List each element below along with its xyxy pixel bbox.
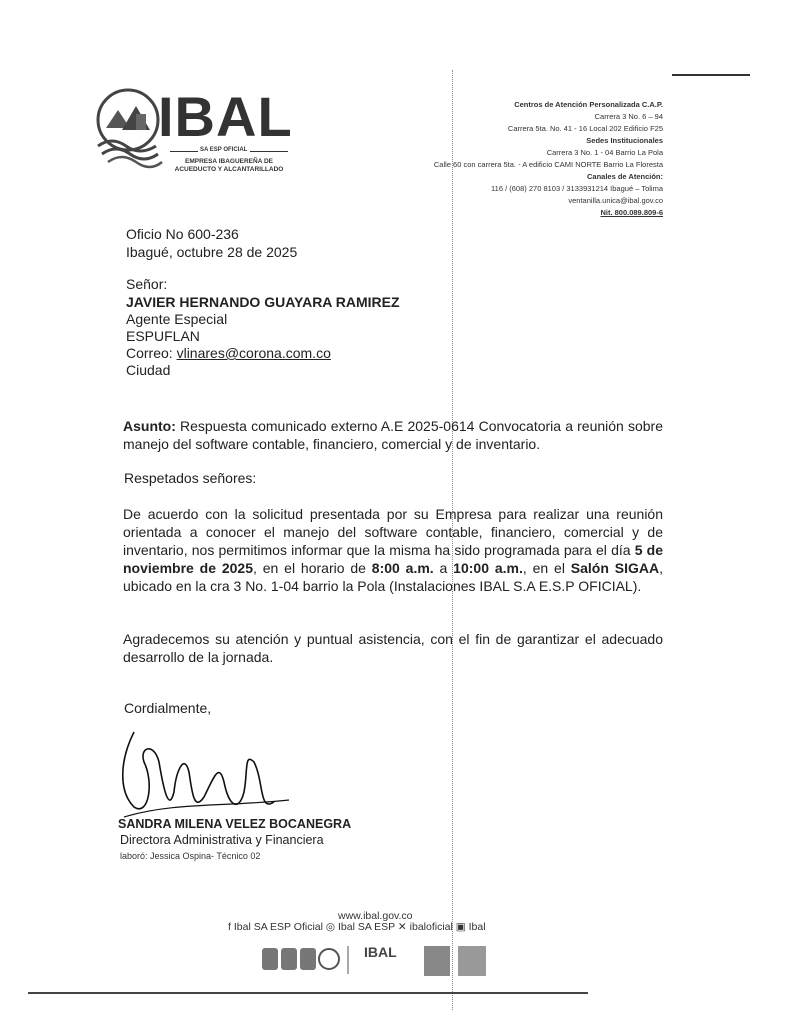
signer-role: Directora Administrativa y Financiera bbox=[120, 833, 324, 847]
youtube-handle[interactable]: Ibal bbox=[468, 921, 486, 933]
letter-date: Ibagué, octubre 28 de 2025 bbox=[126, 244, 298, 260]
canales-email: ventanilla.unica@ibal.gov.co bbox=[568, 196, 663, 205]
closing: Cordialmente, bbox=[124, 700, 212, 716]
p1-text-c: a bbox=[433, 560, 454, 576]
youtube-icon: ▣ bbox=[455, 921, 466, 933]
meeting-place: Salón SIGAA bbox=[570, 560, 660, 576]
logo-tagline: SA ESP OFICIAL bbox=[200, 147, 248, 153]
elaboro-note: laboró: Jessica Ospina- Técnico 02 bbox=[120, 851, 261, 861]
x-handle[interactable]: ibaloficial bbox=[409, 921, 453, 933]
asunto-label: Asunto: bbox=[123, 418, 176, 434]
p1-text-b: , en el horario de bbox=[253, 560, 372, 576]
cap-title: Centros de Atención Personalizada C.A.P. bbox=[514, 100, 663, 109]
recipient-city: Ciudad bbox=[126, 362, 171, 378]
asunto-paragraph bbox=[123, 417, 663, 453]
facebook-icon: f bbox=[228, 921, 231, 933]
cap-line-1: Carrera 3 No. 6 – 94 bbox=[594, 112, 663, 121]
signature-icon bbox=[114, 722, 294, 832]
sedes-line-1: Carrera 3 No. 1 - 04 Barrio La Pola bbox=[546, 148, 663, 157]
company-name bbox=[170, 158, 288, 174]
signer-name: SANDRA MILENA VELEZ BOCANEGRA bbox=[118, 817, 352, 831]
email-link[interactable]: vlinares@corona.com.co bbox=[176, 345, 331, 361]
top-rule bbox=[672, 74, 750, 76]
bottom-rule bbox=[28, 992, 588, 994]
main-paragraph bbox=[123, 505, 663, 595]
closing-paragraph: Agradecemos su atención y puntual asistencia, con el fin de garantizar el adecuado desarrollo de la jornada. bbox=[123, 631, 663, 665]
x-icon: ✕ bbox=[397, 921, 407, 933]
sedes-title: Sedes Institucionales bbox=[586, 136, 663, 145]
recipient-email-line bbox=[126, 345, 331, 361]
logo-wordmark: IBAL bbox=[158, 85, 293, 148]
email-label: Correo: bbox=[126, 345, 177, 361]
greeting: Respetados señores: bbox=[124, 470, 257, 486]
nit-number: Nit. 800.089.809-6 bbox=[600, 208, 663, 217]
logo-divider-right bbox=[250, 151, 288, 152]
p1-text-a: De acuerdo con la solicitud presentada por su Empresa para realizar una reunión orientada a conocer el manejo del software contable, financiero, comercial y de inventario, nos permitimos informar que la misma ha sido programada para el día bbox=[123, 506, 663, 558]
p1-text-d: , en el bbox=[522, 560, 571, 576]
instagram-icon: ◎ bbox=[325, 921, 336, 933]
p1-text-e: , ubicado en la cra 3 No. 1-04 barrio la Pola (Instalaciones IBAL S.A E.S.P OFICIAL). bbox=[123, 560, 663, 594]
cap-line-2: Carrera 5ta. No. 41 - 16 Local 202 Edificio F25 bbox=[507, 124, 663, 133]
social-links bbox=[228, 921, 486, 933]
logo-divider-left bbox=[170, 151, 198, 152]
meeting-date: 5 de noviembre de 2025 bbox=[123, 542, 663, 576]
company-line-1: EMPRESA IBAGUEREÑA DE bbox=[184, 158, 273, 165]
facebook-handle[interactable]: Ibal SA ESP Oficial bbox=[233, 921, 323, 933]
recipient-company: ESPUFLAN bbox=[126, 328, 200, 344]
company-line-2: ACUEDUCTO Y ALCANTARILLADO bbox=[174, 166, 284, 173]
meeting-start-time: 8:00 a.m. bbox=[371, 560, 434, 576]
salutation-title: Señor: bbox=[126, 276, 168, 292]
oficio-number: Oficio No 600-236 bbox=[126, 226, 239, 242]
recipient-role: Agente Especial bbox=[126, 311, 228, 327]
asunto-text: Respuesta comunicado externo A.E 2025-0614 Convocatoria a reunión sobre manejo del software contable, financiero, comercial y de inventario. bbox=[123, 418, 663, 452]
recipient-name: JAVIER HERNANDO GUAYARA RAMIREZ bbox=[126, 294, 400, 310]
canales-title: Canales de Atención: bbox=[587, 172, 663, 181]
canales-phone: 116 / (608) 270 8103 / 3133931214 Ibagué – Tolima bbox=[491, 184, 663, 193]
sedes-line-2: Calle 60 con carrera 5ta. - A edificio CAMI NORTE Barrio La Floresta bbox=[433, 160, 663, 169]
footer-ibal-logo: IBAL bbox=[364, 944, 397, 960]
instagram-handle[interactable]: Ibal SA ESP bbox=[337, 921, 395, 933]
meeting-end-time: 10:00 a.m. bbox=[453, 560, 523, 576]
website[interactable]: www.ibal.gov.co bbox=[338, 910, 413, 922]
